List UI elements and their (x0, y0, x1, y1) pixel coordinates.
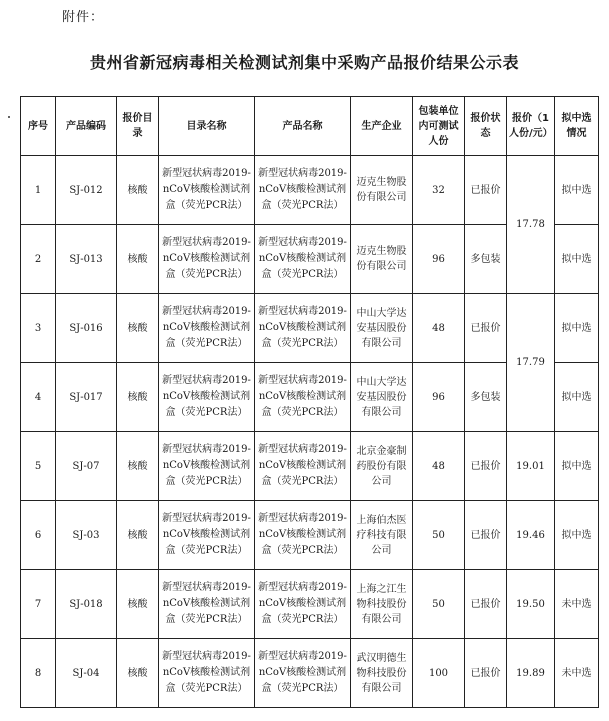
header-cell: 报价（1人份/元） (507, 97, 555, 156)
cell-catalog: 核酸 (117, 570, 159, 639)
cell-no: 5 (21, 432, 56, 501)
table-row (21, 432, 599, 501)
cell-no: 4 (21, 363, 56, 432)
cell-result: 拟中选 (555, 225, 599, 294)
cell-company: 迈克生物股份有限公司 (351, 225, 413, 294)
cell-result: 未中选 (555, 639, 599, 708)
cell-status: 已报价 (465, 156, 507, 225)
cell-no: 2 (21, 225, 56, 294)
cell-units: 96 (413, 225, 465, 294)
table-row (21, 570, 599, 639)
cell-code: SJ-03 (56, 501, 117, 570)
cell-price: 19.46 (507, 501, 555, 570)
document-title: 贵州省新冠病毒相关检测试剂集中采购产品报价结果公示表 (89, 53, 519, 72)
cell-units: 32 (413, 156, 465, 225)
cell-catalog: 核酸 (117, 639, 159, 708)
cell-code: SJ-013 (56, 225, 117, 294)
cell-status: 已报价 (465, 570, 507, 639)
table-row (21, 639, 599, 708)
header-cell: 产品名称 (255, 97, 351, 156)
header-cell: 包装单位内可测试人份 (413, 97, 465, 156)
cell-product-name: 新型冠状病毒2019-nCoV核酸检测试剂盒（荧光PCR法） (255, 294, 351, 363)
header-cell: 序号 (21, 97, 56, 156)
cell-result: 拟中选 (555, 432, 599, 501)
cell-product-name: 新型冠状病毒2019-nCoV核酸检测试剂盒（荧光PCR法） (255, 639, 351, 708)
cell-price: 19.89 (507, 639, 555, 708)
cell-company: 迈克生物股份有限公司 (351, 156, 413, 225)
cell-units: 50 (413, 501, 465, 570)
cell-product-name: 新型冠状病毒2019-nCoV核酸检测试剂盒（荧光PCR法） (255, 501, 351, 570)
cell-catalog-name: 新型冠状病毒2019-nCoV核酸检测试剂盒（荧光PCR法） (159, 225, 255, 294)
table-row (21, 294, 599, 363)
cell-result: 拟中选 (555, 501, 599, 570)
cell-code: SJ-07 (56, 432, 117, 501)
cell-no: 8 (21, 639, 56, 708)
cell-product-name: 新型冠状病毒2019-nCoV核酸检测试剂盒（荧光PCR法） (255, 570, 351, 639)
table-row (21, 501, 599, 570)
cell-catalog: 核酸 (117, 432, 159, 501)
cell-status: 已报价 (465, 294, 507, 363)
cell-code: SJ-017 (56, 363, 117, 432)
cell-company: 上海之江生物科技股份有限公司 (351, 570, 413, 639)
cell-result: 拟中选 (555, 156, 599, 225)
cell-catalog: 核酸 (117, 156, 159, 225)
cell-result: 未中选 (555, 570, 599, 639)
cell-catalog-name: 新型冠状病毒2019-nCoV核酸检测试剂盒（荧光PCR法） (159, 570, 255, 639)
cell-catalog: 核酸 (117, 501, 159, 570)
header-cell: 报价目录 (117, 97, 159, 156)
cell-result: 拟中选 (555, 363, 599, 432)
scan-speck (8, 116, 10, 118)
cell-units: 48 (413, 432, 465, 501)
cell-code: SJ-018 (56, 570, 117, 639)
cell-catalog-name: 新型冠状病毒2019-nCoV核酸检测试剂盒（荧光PCR法） (159, 432, 255, 501)
cell-catalog: 核酸 (117, 225, 159, 294)
cell-company: 中山大学达安基因股份有限公司 (351, 294, 413, 363)
header-cell: 拟中选情况 (555, 97, 599, 156)
cell-units: 50 (413, 570, 465, 639)
cell-units: 100 (413, 639, 465, 708)
cell-status: 多包装 (465, 363, 507, 432)
cell-no: 3 (21, 294, 56, 363)
cell-product-name: 新型冠状病毒2019-nCoV核酸检测试剂盒（荧光PCR法） (255, 156, 351, 225)
cell-units: 48 (413, 294, 465, 363)
cell-company: 北京金豪制药股份有限公司 (351, 432, 413, 501)
cell-product-name: 新型冠状病毒2019-nCoV核酸检测试剂盒（荧光PCR法） (255, 225, 351, 294)
header-cell: 产品编码 (56, 97, 117, 156)
cell-code: SJ-016 (56, 294, 117, 363)
table-header-row (21, 97, 599, 156)
cell-status: 已报价 (465, 501, 507, 570)
cell-catalog: 核酸 (117, 363, 159, 432)
cell-no: 6 (21, 501, 56, 570)
cell-code: SJ-04 (56, 639, 117, 708)
cell-company: 中山大学达安基因股份有限公司 (351, 363, 413, 432)
cell-catalog: 核酸 (117, 294, 159, 363)
cell-price: 17.79 (507, 294, 555, 432)
cell-catalog-name: 新型冠状病毒2019-nCoV核酸检测试剂盒（荧光PCR法） (159, 363, 255, 432)
header-cell: 报价状态 (465, 97, 507, 156)
cell-units: 96 (413, 363, 465, 432)
quotation-results-table (20, 96, 599, 708)
cell-product-name: 新型冠状病毒2019-nCoV核酸检测试剂盒（荧光PCR法） (255, 363, 351, 432)
header-cell: 目录名称 (159, 97, 255, 156)
cell-company: 上海伯杰医疗科技有限公司 (351, 501, 413, 570)
cell-code: SJ-012 (56, 156, 117, 225)
header-cell: 生产企业 (351, 97, 413, 156)
cell-status: 已报价 (465, 639, 507, 708)
cell-catalog-name: 新型冠状病毒2019-nCoV核酸检测试剂盒（荧光PCR法） (159, 156, 255, 225)
cell-company: 武汉明德生物科技股份有限公司 (351, 639, 413, 708)
cell-no: 1 (21, 156, 56, 225)
attachment-label: 附件： (62, 10, 105, 25)
cell-result: 拟中选 (555, 294, 599, 363)
cell-status: 已报价 (465, 432, 507, 501)
cell-product-name: 新型冠状病毒2019-nCoV核酸检测试剂盒（荧光PCR法） (255, 432, 351, 501)
cell-no: 7 (21, 570, 56, 639)
cell-price: 17.78 (507, 156, 555, 294)
cell-catalog-name: 新型冠状病毒2019-nCoV核酸检测试剂盒（荧光PCR法） (159, 294, 255, 363)
table-row (21, 156, 599, 225)
cell-catalog-name: 新型冠状病毒2019-nCoV核酸检测试剂盒（荧光PCR法） (159, 639, 255, 708)
cell-catalog-name: 新型冠状病毒2019-nCoV核酸检测试剂盒（荧光PCR法） (159, 501, 255, 570)
cell-price: 19.50 (507, 570, 555, 639)
cell-status: 多包装 (465, 225, 507, 294)
cell-price: 19.01 (507, 432, 555, 501)
